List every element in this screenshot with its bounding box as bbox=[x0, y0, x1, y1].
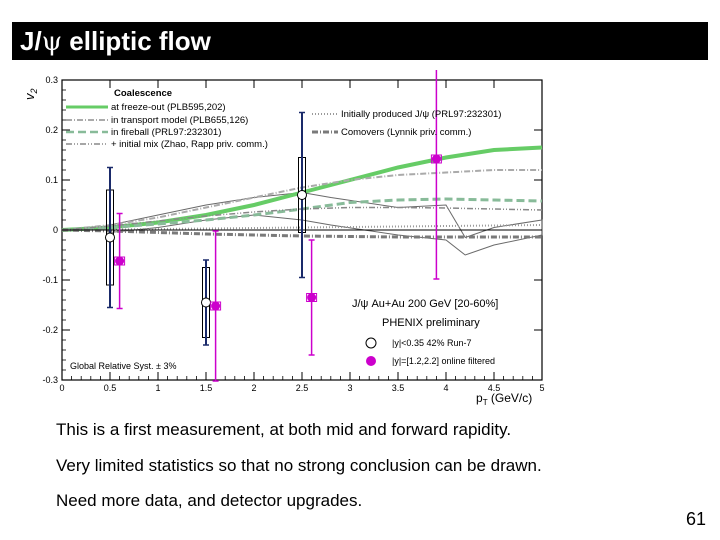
x-label-unit: (GeV/c) bbox=[487, 391, 533, 405]
x-tick-label: 0 bbox=[59, 383, 65, 393]
y-tick-label: 0 bbox=[52, 225, 58, 235]
legend-transport: in transport model (PLB655,126) bbox=[111, 115, 249, 126]
slide-title bbox=[20, 26, 211, 57]
x-axis-label bbox=[476, 391, 532, 407]
y-tick-label: 0.3 bbox=[45, 75, 58, 85]
v2-chart bbox=[14, 70, 554, 415]
y-tick-label: -0.1 bbox=[42, 275, 58, 285]
y-tick-label: -0.3 bbox=[42, 375, 58, 385]
legend-heading: Coalescence bbox=[114, 88, 173, 99]
mid-rapidity-legend-marker bbox=[366, 338, 376, 348]
phenix-preliminary: PHENIX preliminary bbox=[382, 317, 480, 329]
title-part-1: J/ bbox=[20, 26, 42, 56]
x-tick-label: 1 bbox=[155, 383, 161, 393]
x-tick-label: 4 bbox=[443, 383, 449, 393]
data-point-forward bbox=[211, 302, 220, 311]
x-label-main: p bbox=[476, 391, 483, 405]
title-bar bbox=[12, 22, 708, 60]
y-label-main: v bbox=[22, 93, 37, 100]
x-label-sub: T bbox=[482, 398, 488, 407]
y-axis-label bbox=[22, 88, 39, 100]
data-point-mid bbox=[106, 233, 115, 242]
forward-rapidity-legend: |y|=[1.2,2.2] online filtered bbox=[392, 356, 495, 366]
coalescence-legend bbox=[66, 88, 268, 150]
dataset-label: J/ψ Au+Au 200 GeV [20-60%] bbox=[352, 298, 499, 310]
x-tick-label: 2 bbox=[251, 383, 257, 393]
page-number: 61 bbox=[685, 509, 706, 529]
x-tick-label: 1.5 bbox=[199, 383, 213, 393]
data-point-mid bbox=[298, 191, 307, 200]
bullet-3: Need more data, and detector upgrades. bbox=[56, 491, 363, 510]
title-part-2: elliptic flow bbox=[62, 26, 211, 56]
legend-freeze-out: at freeze-out (PLB595,202) bbox=[111, 102, 226, 113]
data-point-forward bbox=[115, 257, 124, 266]
legend-initial-mix: + initial mix (Zhao, Rapp priv. comm.) bbox=[111, 139, 268, 150]
y-tick-label: -0.2 bbox=[42, 325, 58, 335]
legend-fireball: in fireball (PRL97:232301) bbox=[111, 127, 222, 138]
x-tick-label: 3.5 bbox=[391, 383, 405, 393]
bullet-1: This is a first measurement, at both mid and forward rapidity. bbox=[56, 420, 512, 439]
bullet-2: Very limited statistics so that no strong conclusion can be drawn. bbox=[56, 456, 542, 475]
model-legend-right bbox=[312, 109, 501, 138]
mid-rapidity-legend: |y|<0.35 42% Run-7 bbox=[392, 338, 472, 348]
data-point-forward bbox=[307, 293, 316, 302]
data-point-mid bbox=[202, 298, 211, 307]
y-tick-label: 0.1 bbox=[45, 175, 58, 185]
plot-area bbox=[14, 70, 554, 415]
y-tick-label: 0.2 bbox=[45, 125, 58, 135]
x-tick-label: 0.5 bbox=[103, 383, 117, 393]
data-point-forward bbox=[432, 155, 441, 164]
title-psi: ψ bbox=[41, 27, 63, 57]
forward-rapidity-legend-marker bbox=[366, 356, 376, 366]
legend-comovers: Comovers (Lynnik priv. comm.) bbox=[341, 127, 472, 138]
x-tick-label: 3 bbox=[347, 383, 353, 393]
y-label-sub: 2 bbox=[29, 88, 39, 94]
x-tick-label: 5 bbox=[539, 383, 545, 393]
x-tick-label: 4.5 bbox=[487, 383, 501, 393]
global-syst: Global Relative Syst. ± 3% bbox=[70, 361, 177, 371]
dataset-annotation bbox=[70, 298, 498, 371]
legend-initially-produced: Initially produced J/ψ (PRL97:232301) bbox=[341, 109, 502, 120]
x-tick-label: 2.5 bbox=[295, 383, 309, 393]
